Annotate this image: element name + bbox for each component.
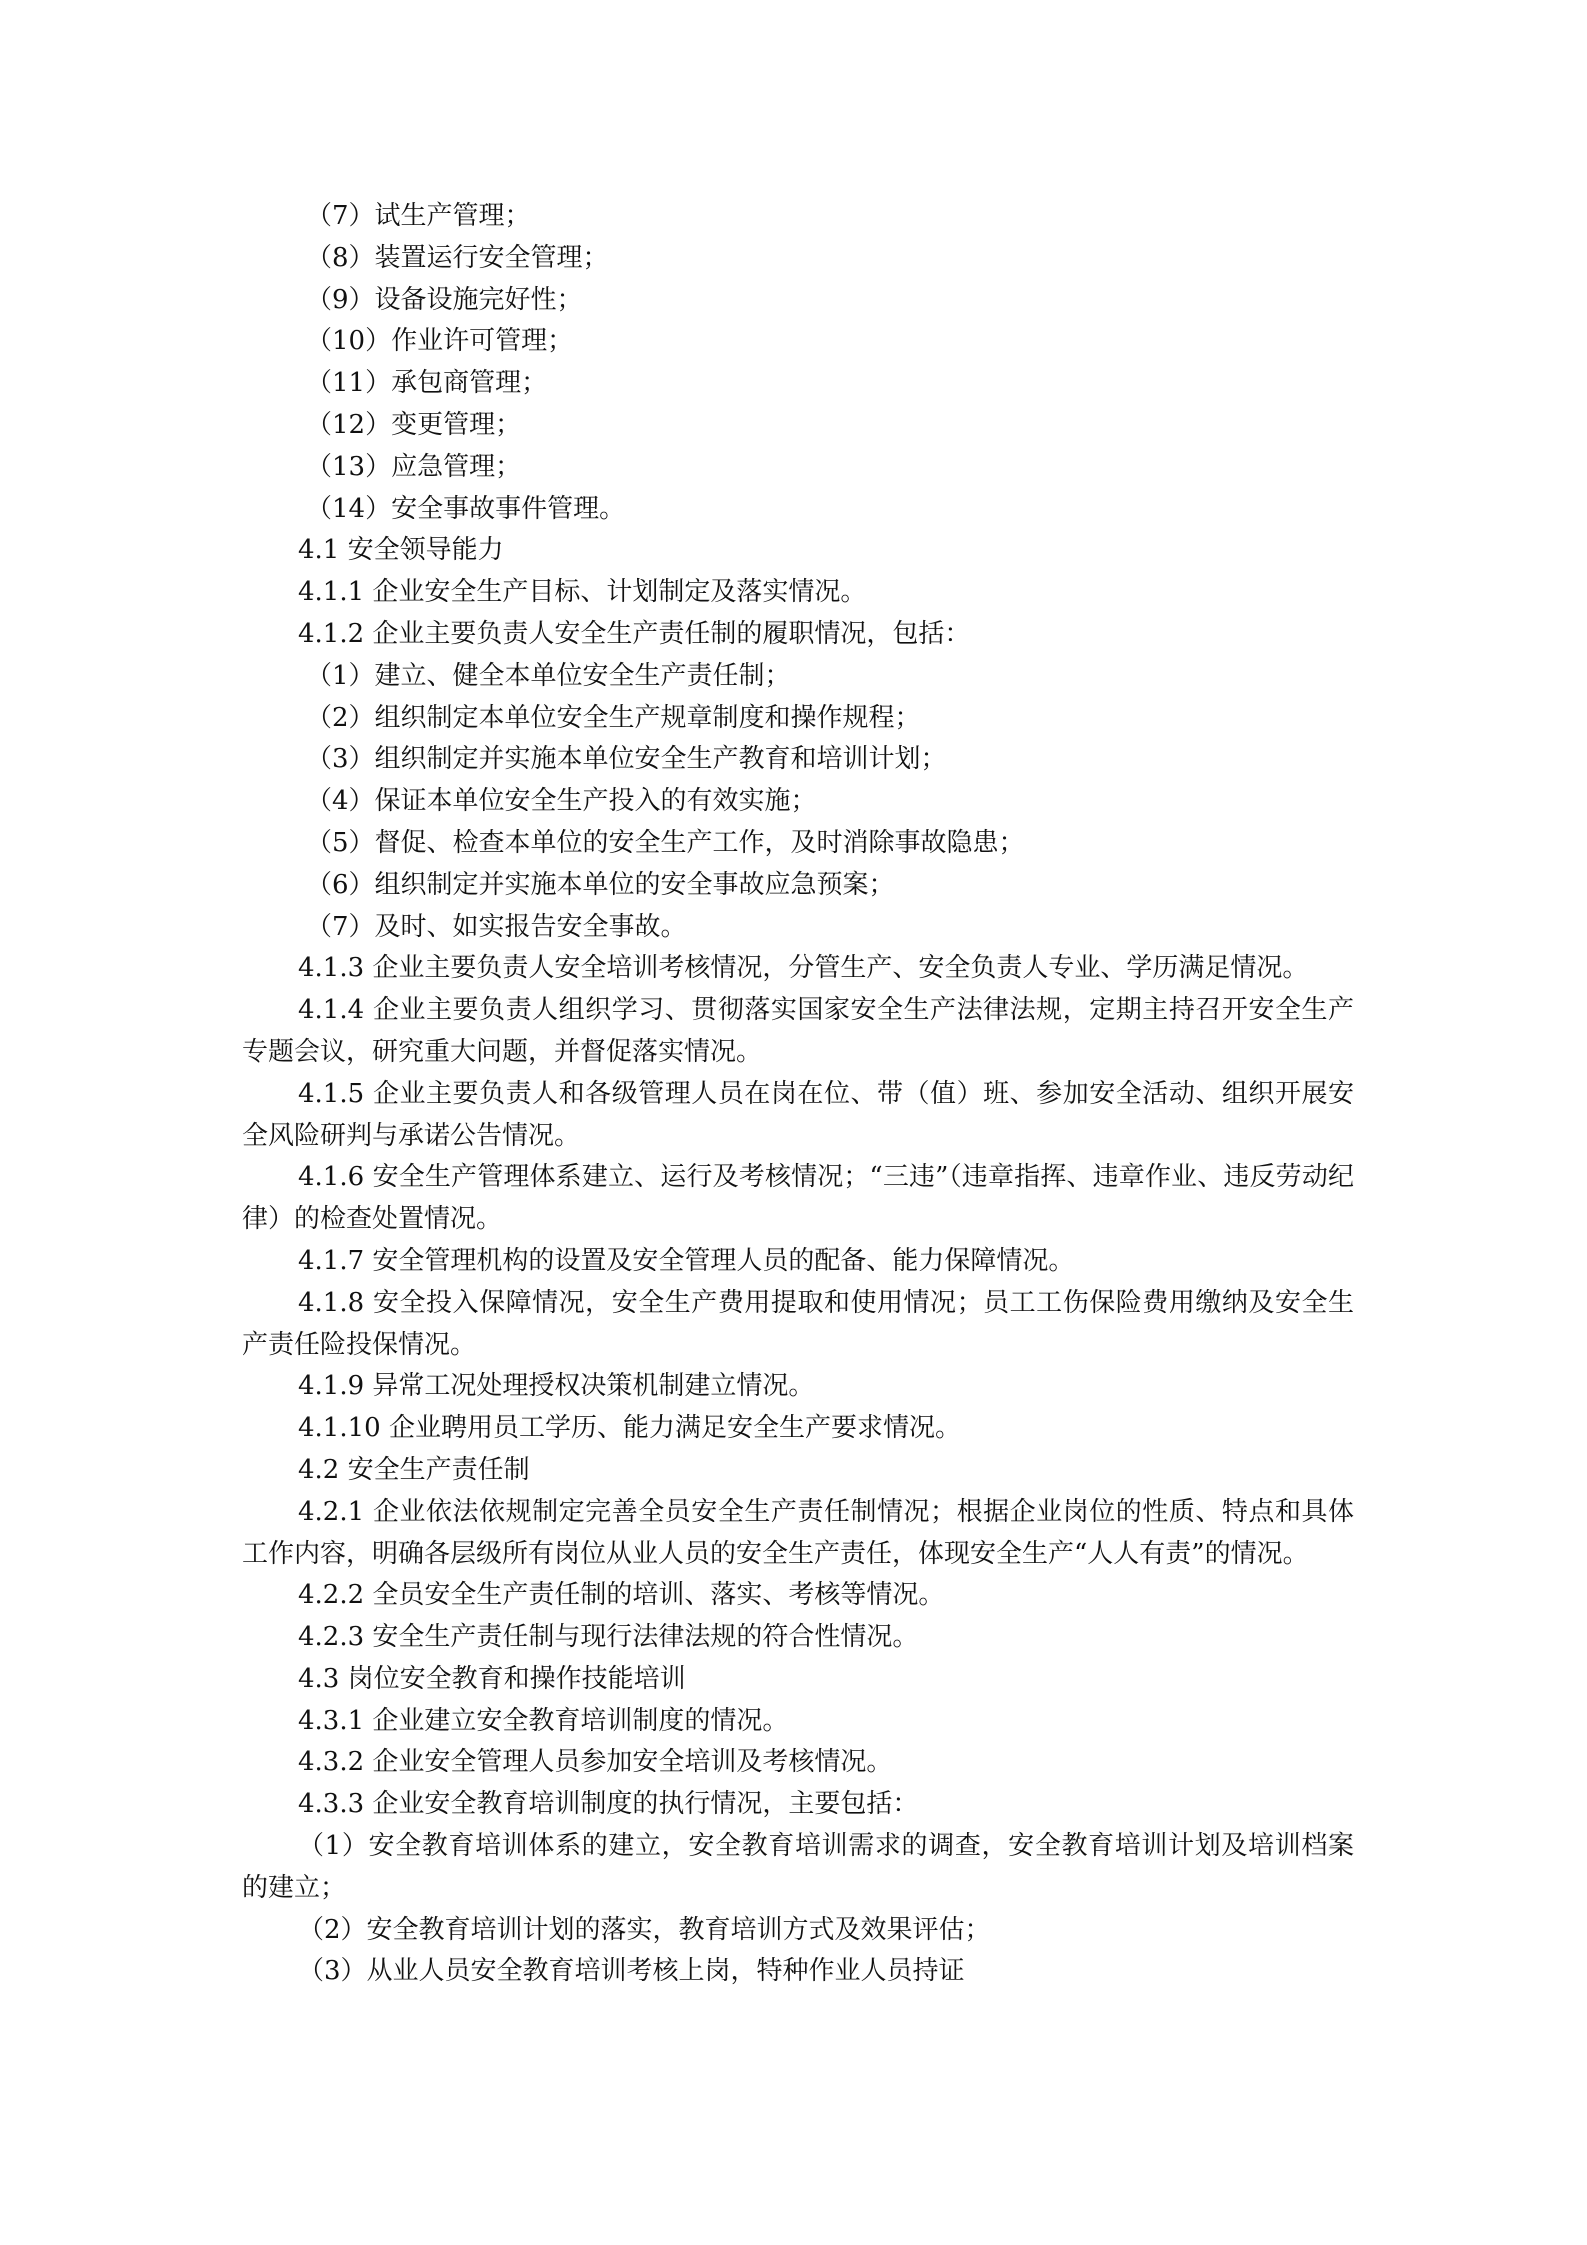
list-item: （3）组织制定并实施本单位安全生产教育和培训计划； bbox=[306, 744, 947, 775]
list-item: （13）应急管理； bbox=[306, 451, 522, 482]
paragraph: 4.1.9 异常工况处理授权决策机制建立情况。 bbox=[298, 1371, 815, 1402]
paragraph: 4.1.3 企业主要负责人安全培训考核情况，分管生产、安全负责人专业、学历满足情况。 bbox=[298, 953, 1309, 984]
section-heading: 4.2 安全生产责任制 bbox=[298, 1454, 530, 1485]
paragraph: 4.2.3 安全生产责任制与现行法律法规的符合性情况。 bbox=[298, 1622, 919, 1653]
section-heading: 4.1.2 企业主要负责人安全生产责任制的履职情况，包括： bbox=[298, 618, 971, 649]
paragraph: （3）从业人员安全教育培训考核上岗，特种作业人员持证 bbox=[298, 1956, 965, 1987]
paragraph: 4.1.7 安全管理机构的设置及安全管理人员的配备、能力保障情况。 bbox=[298, 1245, 1075, 1276]
paragraph: 4.2.1 企业依法依规制定完善全员安全生产责任制情况；根据企业岗位的性质、特点和具体工作内容，明确各层级所有岗位从业人员的安全生产责任，体现安全生产“人人有责”的情况。 bbox=[242, 1496, 1354, 1569]
section-heading: 4.1 安全领导能力 bbox=[298, 535, 504, 566]
list-item: （5）督促、检查本单位的安全生产工作，及时消除事故隐患； bbox=[306, 827, 1025, 858]
list-item: （7）及时、如实报告安全事故。 bbox=[306, 911, 687, 942]
list-item: （9）设备设施完好性； bbox=[306, 284, 583, 315]
list-item: （4）保证本单位安全生产投入的有效实施； bbox=[306, 786, 817, 817]
paragraph: 4.2.2 全员安全生产责任制的培训、落实、考核等情况。 bbox=[298, 1580, 945, 1611]
paragraph: 4.1.6 安全生产管理体系建立、运行及考核情况；“三违”（违章指挥、违章作业、违反劳动纪律）的检查处置情况。 bbox=[242, 1162, 1354, 1235]
paragraph: 4.1.10 企业聘用员工学历、能力满足安全生产要求情况。 bbox=[298, 1413, 961, 1444]
paragraph: （1）安全教育培训体系的建立，安全教育培训需求的调查，安全教育培训计划及培训档案的建立； bbox=[242, 1831, 1354, 1903]
paragraph: 4.3.2 企业安全管理人员参加安全培训及考核情况。 bbox=[298, 1747, 893, 1778]
list-item: （11）承包商管理； bbox=[306, 368, 548, 399]
paragraph: 4.1.5 企业主要负责人和各级管理人员在岗在位、带（值）班、参加安全活动、组织开展安全风险研判与承诺公告情况。 bbox=[242, 1078, 1354, 1151]
list-item: （14）安全事故事件管理。 bbox=[306, 493, 626, 524]
paragraph: 4.3.3 企业安全教育培训制度的执行情况，主要包括： bbox=[298, 1789, 919, 1820]
section-heading: 4.1.1 企业安全生产目标、计划制定及落实情况。 bbox=[298, 577, 867, 608]
document-body bbox=[242, 196, 1354, 1993]
list-item: （12）变更管理； bbox=[306, 409, 522, 440]
list-item: （10）作业许可管理； bbox=[306, 326, 574, 357]
paragraph: （2）安全教育培训计划的落实，教育培训方式及效果评估； bbox=[298, 1914, 991, 1945]
section-heading: 4.3 岗位安全教育和操作技能培训 bbox=[298, 1663, 686, 1694]
list-item: （6）组织制定并实施本单位的安全事故应急预案； bbox=[306, 869, 895, 900]
paragraph: 4.3.1 企业建立安全教育培训制度的情况。 bbox=[298, 1705, 789, 1736]
list-item: （2）组织制定本单位安全生产规章制度和操作规程； bbox=[306, 702, 921, 733]
list-item: （7）试生产管理； bbox=[306, 201, 531, 231]
paragraph: 4.1.8 安全投入保障情况，安全生产费用提取和使用情况；员工工伤保险费用缴纳及安全生产责任险投保情况。 bbox=[242, 1287, 1354, 1360]
paragraph: 4.1.4 企业主要负责人组织学习、贯彻落实国家安全生产法律法规，定期主持召开安全生产专题会议，研究重大问题，并督促落实情况。 bbox=[242, 995, 1354, 1067]
list-item: （1）建立、健全本单位安全生产责任制； bbox=[306, 660, 791, 691]
list-item: （8）装置运行安全管理； bbox=[306, 242, 609, 273]
